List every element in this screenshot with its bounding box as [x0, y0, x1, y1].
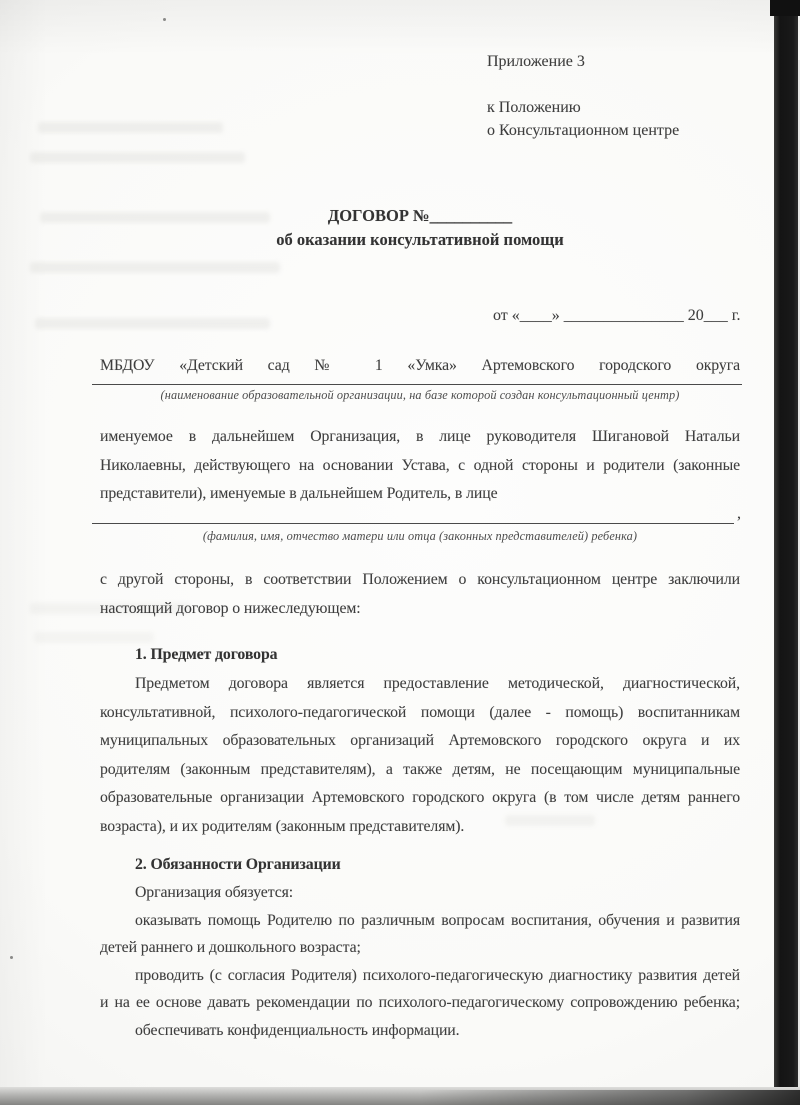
parent-name-caption: (фамилия, имя, отчество матери или отца (законных представителей) ребенка) [202, 529, 638, 543]
organization-name-line: МБДОУ «Детский сад № 1 «Умка» Артемовского городского округа [100, 357, 740, 374]
scan-speck [163, 18, 166, 21]
parent-name-blank-rule [92, 503, 734, 524]
bleed-through-text-ghost [38, 122, 223, 133]
bleed-through-text-ghost [30, 262, 280, 273]
paragraph-line: обеспечивать конфиденциальность информации. [135, 1021, 460, 1039]
title-line1: ДОГОВОР №__________ [327, 206, 513, 225]
scan-bottom-strip-dark-right [420, 1090, 800, 1105]
regulation-reference-line2: о Консультационном центре [487, 122, 680, 139]
paragraph-line: Предметом договора является предоставление методической, диагностической, [135, 675, 740, 692]
scan-right-edge-bar [774, 0, 798, 1105]
section2-heading: 2. Обязанности Организации [135, 856, 341, 873]
paragraph-line: возраста), и их родителям (законным представителям). [100, 817, 465, 835]
preamble-closing-paragraph [100, 566, 740, 623]
section1-heading: 1. Предмет договора [135, 646, 278, 663]
paragraph-line: проводить (с согласия Родителя) психолого-педагогическую диагностику развития детей [135, 966, 740, 984]
paragraph-line: родителям (законным представителям), а также детям, не посещающим муниципальные [100, 760, 740, 778]
title-line2: об оказании консультативной помощи [276, 230, 564, 249]
section2-body [100, 879, 740, 1044]
regulation-reference-line1: к Положению [487, 99, 581, 116]
paragraph-line: оказывать помощь Родителю по различным вопросам воспитания, обучения и развития [135, 911, 740, 929]
paragraph-line: Николаевны, действующего на основании Устава, с одной стороны и родители (законные [100, 456, 740, 474]
paragraph-line: с другой стороны, в соответствии Положением о консультационном центре заключили [100, 571, 740, 588]
organization-name-rule [92, 363, 742, 385]
scan-top-right-notch [770, 0, 800, 16]
paragraph-line: муниципальных образовательных организаций Артемовского городского округа и их [100, 732, 740, 749]
paragraph-line: настоящий договор о нижеследующем: [100, 599, 361, 617]
paragraph-line: детей раннего и дошкольного возраста; [100, 939, 361, 956]
organization-name-caption: (наименование образовательной организации, на базе которой создан консультационный центр) [160, 388, 680, 402]
paragraph-line: Организация обязуется: [135, 884, 294, 901]
parties-paragraph [100, 423, 740, 509]
document-title [100, 204, 740, 252]
blank-line-comma: , [737, 505, 741, 522]
section1-body [100, 670, 740, 841]
appendix-label: Приложение 3 [487, 53, 585, 70]
paragraph-line: консультативной, психолого-педагогической помощи (далее - помощь) воспитанникам [100, 703, 740, 721]
date-line: от «____» _______________ 20___ г. [493, 307, 741, 324]
paragraph-line: и на ее основе давать рекомендации по психолого-педагогическому сопровождению ребенка; [100, 994, 740, 1011]
paragraph-line: представители), именуемые в дальнейшем Родитель, в лице [100, 485, 498, 502]
paragraph-line: образовательные организации Артемовского городского округа (в том числе детям раннего [100, 789, 740, 806]
paragraph-line: именуемое в дальнейшем Организация, в лице руководителя Шигановой Натальи [100, 428, 740, 445]
bleed-through-text-ghost [30, 152, 245, 163]
scan-speck [10, 956, 13, 959]
bleed-through-text-ghost [35, 318, 270, 329]
